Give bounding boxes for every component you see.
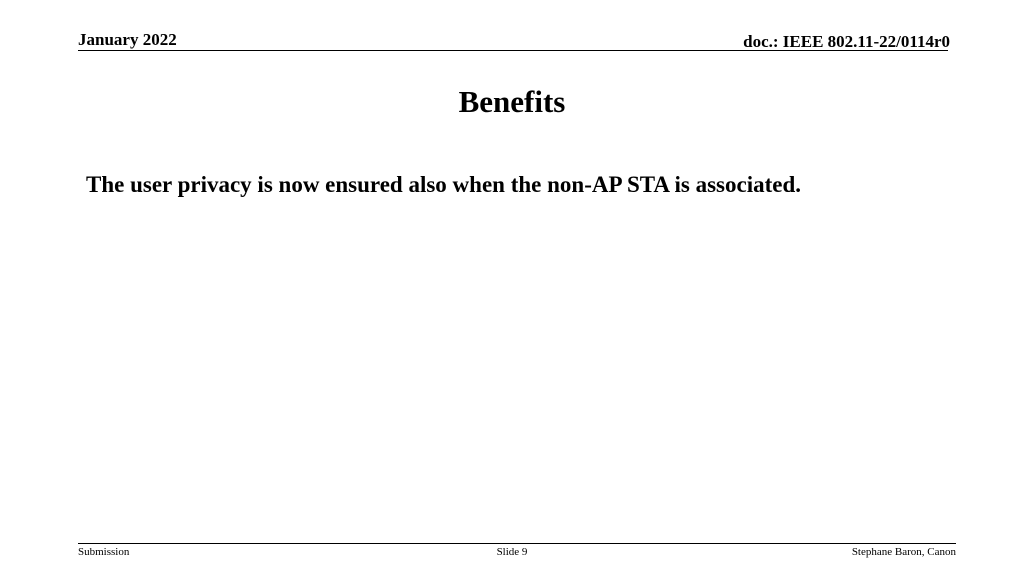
slide-title: Benefits bbox=[458, 84, 566, 119]
header-doc-id: doc.: IEEE 802.11-22/0114r0 bbox=[743, 32, 950, 51]
footer-submission: Submission bbox=[78, 546, 130, 558]
footer-slide-number: Slide 9 bbox=[496, 546, 528, 558]
header-date: January 2022 bbox=[78, 30, 177, 49]
slide-body-text: The user privacy is now ensured also when the non-AP STA is associated. bbox=[86, 172, 802, 197]
footer-divider bbox=[78, 543, 956, 544]
footer-author: Stephane Baron, Canon bbox=[851, 546, 956, 558]
header-divider bbox=[78, 50, 948, 51]
